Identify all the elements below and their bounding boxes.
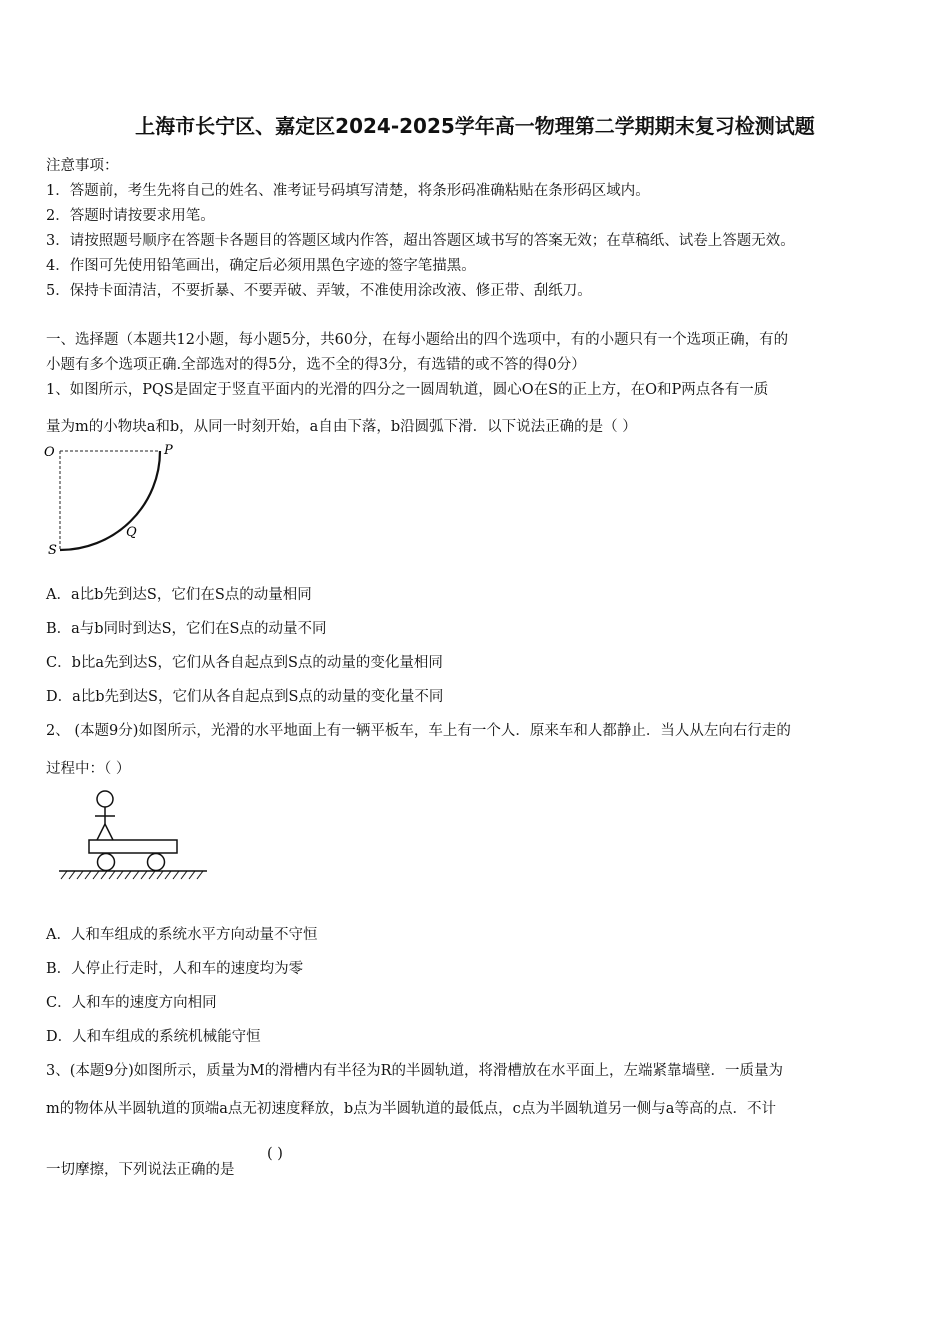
question-3-stem-end: 一切摩擦，下列说法正确的是 (46, 1162, 235, 1178)
label-o: O (44, 445, 55, 460)
question-3-stem-cont: m的物体从半圆轨道的顶端a点无初速度释放，b点为半圆轨道的最低点，c点为半圆轨道另一侧与a等高的点．不计 (46, 1101, 776, 1117)
section-heading: 一、选择题（本题共12小题，每小题5分，共60分，在每小题给出的四个选项中，有的小题只有一个选项正确，有的 (46, 332, 789, 348)
question-2-option-d: D．人和车组成的系统机械能守恒 (46, 1029, 261, 1045)
question-2-stem-cont: 过程中：（ ） (46, 761, 131, 777)
question-2-option-a: A．人和车组成的系统水平方向动量不守恒 (46, 927, 318, 943)
answer-parentheses: ( ) (267, 1146, 283, 1162)
ground-hatching (61, 871, 203, 879)
question-3-stem: 3、(本题9分)如图所示，质量为M的滑槽内有半径为R的半圆轨道，将滑槽放在水平面上，左端紧靠墙壁．一质量为 (46, 1063, 784, 1079)
question-2-stem: 2、 (本题9分)如图所示，光滑的水平地面上有一辆平板车，车上有一个人．原来车和人都静止．当人从左向右行走的 (46, 723, 791, 739)
person-on-cart-figure (55, 786, 215, 886)
cart-wheel-left (98, 854, 115, 871)
notice-item: 3．请按照题号顺序在答题卡各题目的答题区域内作答，超出答题区域书写的答案无效；在草稿纸、试卷上答题无效。 (46, 233, 795, 249)
person-leg-right (105, 824, 113, 840)
label-p: P (164, 443, 173, 458)
question-1-option-d: D．a比b先到达S，它们从各自起点到S点的动量的变化量不同 (46, 689, 444, 705)
question-2-option-c: C．人和车的速度方向相同 (46, 995, 217, 1011)
notice-item: 2．答题时请按要求用笔。 (46, 208, 215, 224)
question-1-stem: 1、如图所示，PQS是固定于竖直平面内的光滑的四分之一圆周轨道，圆心O在S的正上方，在O和P两点各有一质 (46, 382, 769, 398)
question-1-option-b: B．a与b同时到达S，它们在S点的动量不同 (46, 621, 327, 637)
label-q: Q (126, 525, 137, 540)
notice-item: 5．保持卡面清洁，不要折暴、不要弄破、弄皱，不准使用涂改液、修正带、刮纸刀。 (46, 283, 592, 299)
notice-heading: 注意事项： (46, 158, 119, 174)
notice-item: 4．作图可先使用铅笔画出，确定后必须用黑色字迹的签字笔描黑。 (46, 258, 476, 274)
page-title: 上海市长宁区、嘉定区2024-2025学年高一物理第二学期期末复习检测试题 (135, 114, 815, 138)
question-1-option-a: A．a比b先到达S，它们在S点的动量相同 (46, 587, 312, 603)
label-s: S (48, 543, 57, 558)
cart-board (89, 840, 177, 853)
cart-wheel-right (148, 854, 165, 871)
notice-item: 1．答题前，考生先将自己的姓名、准考证号码填写清楚，将条形码准确粘贴在条形码区域内。 (46, 183, 650, 199)
quarter-circle-track-figure (40, 440, 180, 560)
person-leg-left (97, 824, 105, 840)
person-head (97, 791, 113, 807)
question-1-option-c: C．b比a先到达S，它们从各自起点到S点的动量的变化量相同 (46, 655, 443, 671)
arc-track (60, 451, 160, 550)
question-1-stem-cont: 量为m的小物块a和b，从同一时刻开始，a自由下落，b沿圆弧下滑．以下说法正确的是（ ） (46, 419, 637, 435)
question-2-option-b: B．人停止行走时，人和车的速度均为零 (46, 961, 304, 977)
section-heading-cont: 小题有多个选项正确.全部选对的得5分，选不全的得3分，有选错的或不答的得0分） (46, 357, 586, 373)
